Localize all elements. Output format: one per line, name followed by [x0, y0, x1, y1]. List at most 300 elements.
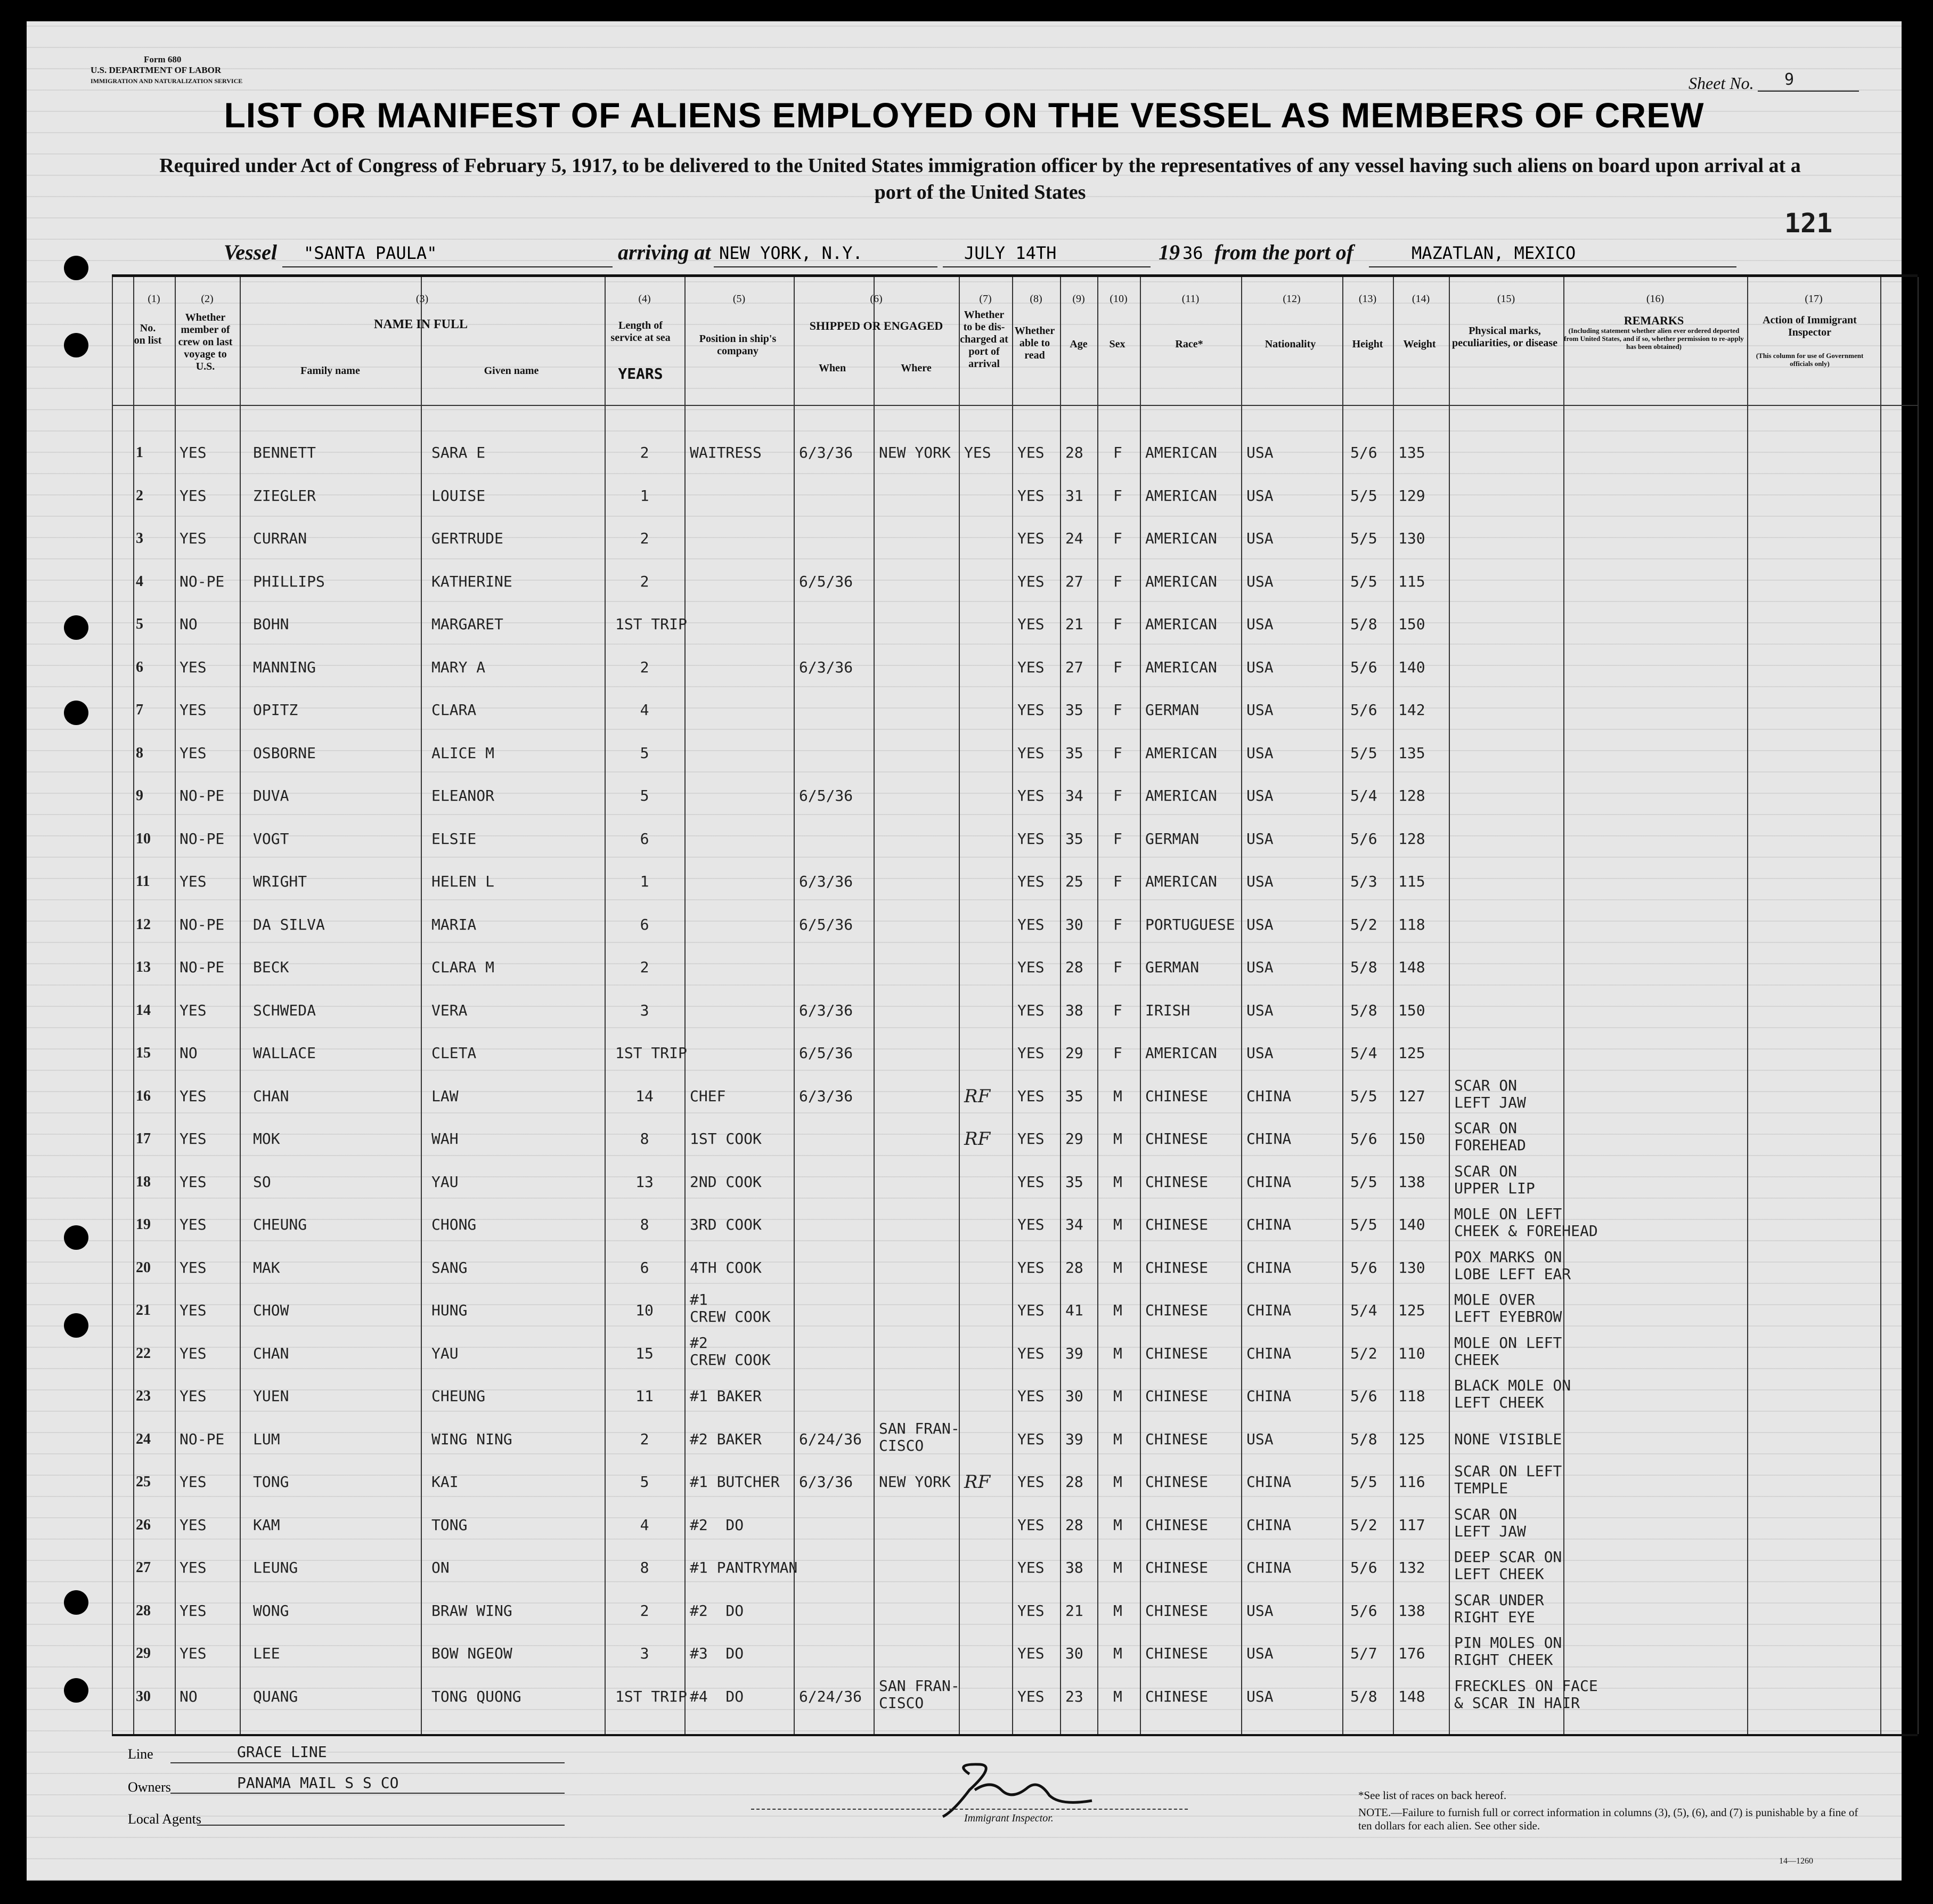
age-cell: 27 — [1065, 572, 1083, 590]
age-cell: 35 — [1065, 829, 1083, 848]
column-number: (6) — [870, 293, 883, 305]
given-name-cell: HELEN L — [431, 873, 495, 890]
position-cell: 1ST COOK — [690, 1130, 762, 1148]
weight-cell: 125 — [1398, 1430, 1425, 1448]
table-row — [112, 603, 1918, 646]
height-cell: 5/3 — [1350, 873, 1377, 890]
weight-cell: 117 — [1398, 1516, 1425, 1534]
years-cell: 2 — [640, 530, 649, 547]
sheet-number-label: Sheet No. — [1689, 74, 1754, 93]
row-number: 18 — [136, 1173, 151, 1190]
given-name-cell: KATHERINE — [431, 572, 512, 590]
family-name-cell: CHAN — [253, 1087, 289, 1105]
weight-cell: 150 — [1398, 1130, 1425, 1148]
form-header — [91, 54, 242, 86]
header-action: Action of Immigrant Inspector — [1763, 314, 1857, 338]
family-name-cell: MAK — [253, 1258, 280, 1276]
nationality-cell: USA — [1246, 486, 1274, 505]
years-cell: 2 — [640, 1601, 649, 1620]
age-cell: 35 — [1065, 1173, 1083, 1191]
binder-hole — [64, 1225, 88, 1250]
read-cell: YES — [1017, 1601, 1045, 1620]
family-name-cell: SO — [253, 1173, 271, 1191]
given-name-cell: YAU — [431, 1173, 459, 1191]
given-name-cell: CLARA M — [431, 958, 495, 976]
height-cell: 5/5 — [1350, 744, 1377, 762]
years-cell: 8 — [640, 1216, 649, 1233]
position-cell: 2ND COOK — [690, 1173, 762, 1191]
read-cell: YES — [1017, 915, 1045, 933]
family-name-cell: DUVA — [253, 787, 289, 804]
arriving-label: arriving at — [618, 240, 711, 264]
family-name-cell: DA SILVA — [253, 915, 325, 933]
years-cell: 4 — [640, 1516, 649, 1534]
family-name-cell: OSBORNE — [253, 744, 316, 762]
header-when: When — [818, 362, 846, 374]
given-name-cell: TONG QUONG — [431, 1687, 521, 1705]
row-number: 17 — [136, 1130, 151, 1147]
table-row — [112, 646, 1918, 689]
given-name-cell: TONG — [431, 1516, 468, 1534]
height-cell: 5/5 — [1350, 572, 1377, 590]
row-number: 21 — [136, 1302, 151, 1319]
arrival-date: JULY 14TH — [964, 243, 1057, 263]
member-cell: YES — [180, 486, 207, 505]
weight-cell: 135 — [1398, 744, 1425, 762]
nationality-cell: USA — [1246, 1601, 1274, 1620]
family-name-cell: YUEN — [253, 1387, 289, 1405]
header-given: Given name — [484, 365, 539, 377]
page-subtitle: Required under Act of Congress of February 5, 1917, to be delivered to the United States immigration officer by the representatives of any vessel having such aliens on board upon arrival at a port of the United States — [159, 154, 1801, 204]
height-cell: 5/6 — [1350, 1387, 1377, 1405]
given-name-cell: YAU — [431, 1344, 459, 1362]
weight-cell: 138 — [1398, 1173, 1425, 1191]
height-cell: 5/2 — [1350, 1344, 1377, 1362]
nationality-cell: USA — [1246, 1430, 1274, 1448]
nationality-cell: CHINA — [1246, 1301, 1292, 1319]
row-number: 24 — [136, 1430, 151, 1447]
header-sex: Sex — [1109, 338, 1125, 350]
sex-cell: F — [1113, 915, 1122, 933]
race-cell: AMERICAN — [1145, 486, 1217, 505]
table-row — [112, 1675, 1918, 1719]
table-row — [112, 1203, 1918, 1247]
when-cell: 6/24/36 — [799, 1430, 862, 1448]
race-cell: CHINESE — [1145, 1516, 1209, 1534]
marks-cell: POX MARKS ON LOBE LEFT EAR — [1454, 1248, 1571, 1283]
sex-cell: F — [1113, 829, 1122, 848]
read-cell: YES — [1017, 1130, 1045, 1148]
line-label: Line — [128, 1746, 153, 1762]
sex-cell: F — [1113, 873, 1122, 890]
years-cell: 13 — [635, 1173, 654, 1191]
sex-cell: M — [1113, 1173, 1122, 1191]
age-cell: 24 — [1065, 530, 1083, 547]
race-cell: CHINESE — [1145, 1344, 1209, 1362]
sex-cell: M — [1113, 1516, 1122, 1534]
read-cell: YES — [1017, 1044, 1045, 1062]
position-cell: #2 BAKER — [690, 1430, 762, 1448]
sheet-number: 9 — [1784, 70, 1795, 89]
race-cell: AMERICAN — [1145, 787, 1217, 804]
given-name-cell: LOUISE — [431, 486, 486, 505]
where-cell: NEW YORK — [879, 444, 951, 461]
age-cell: 31 — [1065, 486, 1083, 505]
weight-cell: 148 — [1398, 1687, 1425, 1705]
when-cell: 6/5/36 — [799, 787, 853, 804]
position-cell: #2 CREW COOK — [690, 1333, 771, 1369]
row-number: 3 — [136, 530, 143, 547]
header-race: Race* — [1175, 338, 1203, 350]
age-cell: 25 — [1065, 873, 1083, 890]
given-name-cell: GERTRUDE — [431, 530, 503, 547]
member-cell: YES — [180, 1173, 207, 1191]
weight-cell: 130 — [1398, 530, 1425, 547]
weight-cell: 125 — [1398, 1301, 1425, 1319]
age-cell: 30 — [1065, 1645, 1083, 1662]
sex-cell: F — [1113, 744, 1122, 762]
given-name-cell: CLETA — [431, 1044, 477, 1062]
row-number: 4 — [136, 573, 143, 590]
family-name-cell: LUM — [253, 1430, 280, 1448]
table-row — [112, 1289, 1918, 1332]
header-remarks-note: (Including statement whether alien ever ordered deported from United States, and if so, whether permission to re-apply has been obtained) — [1564, 327, 1744, 351]
race-cell: CHINESE — [1145, 1173, 1209, 1191]
family-name-cell: BENNETT — [253, 444, 316, 461]
years-cell: 8 — [640, 1130, 649, 1148]
agents-underline — [197, 1825, 565, 1826]
row-number: 29 — [136, 1645, 151, 1662]
marks-cell: SCAR ON LEFT TEMPLE — [1454, 1462, 1562, 1497]
given-name-cell: MARGARET — [431, 615, 503, 633]
age-cell: 34 — [1065, 787, 1083, 804]
discharged-cell: RF — [964, 1085, 991, 1107]
header-no: No. on list — [134, 322, 162, 346]
vessel-line — [27, 234, 1902, 272]
column-number: (11) — [1181, 293, 1200, 305]
discharged-cell: YES — [964, 444, 991, 461]
position-cell: #1 PANTRYMAN — [690, 1559, 798, 1576]
nationality-cell: USA — [1246, 572, 1274, 590]
row-number: 16 — [136, 1087, 151, 1104]
years-cell: 5 — [640, 787, 649, 804]
height-cell: 5/2 — [1350, 915, 1377, 933]
table-row — [112, 904, 1918, 947]
age-cell: 28 — [1065, 1258, 1083, 1276]
age-cell: 28 — [1065, 1516, 1083, 1534]
column-number: (17) — [1805, 293, 1823, 305]
table-row — [112, 475, 1918, 518]
table-row — [112, 1332, 1918, 1376]
member-cell: NO-PE — [180, 1430, 225, 1448]
race-cell: AMERICAN — [1145, 873, 1217, 890]
years-cell: 11 — [635, 1387, 654, 1405]
race-cell: AMERICAN — [1145, 1044, 1217, 1062]
row-number: 8 — [136, 744, 143, 761]
weight-cell: 118 — [1398, 915, 1425, 933]
years-cell: 2 — [640, 958, 649, 976]
marks-cell: SCAR UNDER RIGHT EYE — [1454, 1591, 1544, 1626]
read-cell: YES — [1017, 1430, 1045, 1448]
family-name-cell: MANNING — [253, 658, 316, 676]
member-cell: NO-PE — [180, 572, 225, 590]
table-row — [112, 432, 1918, 475]
weight-cell: 176 — [1398, 1645, 1425, 1662]
read-cell: YES — [1017, 1645, 1045, 1662]
when-cell: 6/3/36 — [799, 444, 853, 461]
height-cell: 5/8 — [1350, 1430, 1377, 1448]
when-cell: 6/24/36 — [799, 1687, 862, 1705]
age-cell: 39 — [1065, 1430, 1083, 1448]
binder-hole — [64, 1590, 88, 1615]
race-cell: AMERICAN — [1145, 572, 1217, 590]
age-cell: 28 — [1065, 958, 1083, 976]
row-number: 2 — [136, 487, 143, 504]
column-number: (14) — [1412, 293, 1430, 305]
years-cell: 6 — [640, 829, 649, 848]
header-member: Whether member of crew on last voyage to U.S. — [178, 312, 233, 372]
weight-cell: 135 — [1398, 444, 1425, 461]
height-cell: 5/5 — [1350, 1087, 1377, 1105]
sex-cell: M — [1113, 1559, 1122, 1576]
nationality-cell: USA — [1246, 787, 1274, 804]
header-marks: Physical marks, peculiarities, or disease — [1452, 325, 1557, 349]
given-name-cell: ON — [431, 1559, 450, 1576]
age-cell: 35 — [1065, 1087, 1083, 1105]
age-cell: 21 — [1065, 615, 1083, 633]
read-cell: YES — [1017, 1258, 1045, 1276]
race-cell: AMERICAN — [1145, 530, 1217, 547]
header-weight: Weight — [1403, 338, 1436, 350]
table-row — [112, 1504, 1918, 1547]
member-cell: NO — [180, 615, 198, 633]
nationality-cell: CHINA — [1246, 1173, 1292, 1191]
form-number: Form 680 — [144, 54, 182, 64]
race-cell: CHINESE — [1145, 1473, 1209, 1491]
nationality-cell: CHINA — [1246, 1473, 1292, 1491]
from-port-label: from the port of — [1214, 240, 1354, 264]
weight-cell: 115 — [1398, 873, 1425, 890]
when-cell: 6/5/36 — [799, 572, 853, 590]
row-number: 26 — [136, 1516, 151, 1533]
nationality-cell: USA — [1246, 1645, 1274, 1662]
column-number: (3) — [415, 293, 429, 305]
column-number: (2) — [201, 293, 214, 305]
read-cell: YES — [1017, 829, 1045, 848]
years-cell: 10 — [635, 1301, 654, 1319]
position-cell: #2 DO — [690, 1516, 744, 1534]
nationality-cell: CHINA — [1246, 1216, 1292, 1233]
vessel-label: Vessel — [224, 240, 277, 264]
given-name-cell: SARA E — [431, 444, 486, 461]
table-row — [112, 1590, 1918, 1633]
date-line — [943, 266, 1151, 267]
given-name-cell: CHONG — [431, 1216, 477, 1233]
when-cell: 6/3/36 — [799, 1087, 853, 1105]
header-read: Whether able to read — [1014, 325, 1055, 361]
member-cell: YES — [180, 1130, 207, 1148]
weight-cell: 128 — [1398, 787, 1425, 804]
family-name-cell: ZIEGLER — [253, 486, 316, 505]
race-cell: AMERICAN — [1145, 658, 1217, 676]
sex-cell: F — [1113, 1001, 1122, 1019]
member-cell: NO-PE — [180, 958, 225, 976]
sex-cell: M — [1113, 1645, 1122, 1662]
header-position: Position in ship's company — [699, 333, 777, 357]
height-cell: 5/6 — [1350, 829, 1377, 848]
race-cell: CHINESE — [1145, 1130, 1209, 1148]
race-cell: CHINESE — [1145, 1430, 1209, 1448]
header-length: Length of service at sea — [610, 320, 671, 344]
binder-hole — [64, 615, 88, 640]
family-name-cell: BOHN — [253, 615, 289, 633]
age-cell: 21 — [1065, 1601, 1083, 1620]
row-number: 13 — [136, 959, 151, 975]
owners-label: Owners — [128, 1779, 171, 1795]
read-cell: YES — [1017, 701, 1045, 719]
race-cell: CHINESE — [1145, 1087, 1209, 1105]
when-cell: 6/3/36 — [799, 1001, 853, 1019]
member-cell: YES — [180, 1087, 207, 1105]
marks-cell: SCAR ON UPPER LIP — [1454, 1162, 1535, 1197]
row-number: 20 — [136, 1259, 151, 1276]
age-cell: 34 — [1065, 1216, 1083, 1233]
column-number: (16) — [1646, 293, 1665, 305]
when-cell: 6/3/36 — [799, 1473, 853, 1491]
race-cell: AMERICAN — [1145, 744, 1217, 762]
column-number: (12) — [1283, 293, 1301, 305]
binder-hole — [64, 1313, 88, 1338]
sex-cell: M — [1113, 1258, 1122, 1276]
marks-cell: SCAR ON FOREHEAD — [1454, 1119, 1526, 1154]
binder-hole — [64, 333, 88, 357]
position-cell: WAITRESS — [690, 444, 762, 461]
member-cell: YES — [180, 701, 207, 719]
height-cell: 5/8 — [1350, 615, 1377, 633]
member-cell: YES — [180, 1258, 207, 1276]
header-shipped: SHIPPED OR ENGAGED — [809, 319, 943, 332]
member-cell: YES — [180, 873, 207, 890]
weight-cell: 116 — [1398, 1473, 1425, 1491]
nationality-cell: USA — [1246, 1044, 1274, 1062]
sex-cell: M — [1113, 1216, 1122, 1233]
race-cell: CHINESE — [1145, 1216, 1209, 1233]
height-cell: 5/5 — [1350, 1216, 1377, 1233]
binder-hole — [64, 701, 88, 725]
given-name-cell: BOW NGEOW — [431, 1645, 512, 1662]
sex-cell: F — [1113, 701, 1122, 719]
row-number: 5 — [136, 616, 143, 632]
family-name-cell: CHOW — [253, 1301, 289, 1319]
member-cell: YES — [180, 530, 207, 547]
sex-cell: F — [1113, 615, 1122, 633]
binder-hole — [64, 1678, 88, 1703]
age-cell: 41 — [1065, 1301, 1083, 1319]
member-cell: NO — [180, 1687, 198, 1705]
race-cell: CHINESE — [1145, 1258, 1209, 1276]
nationality-cell: USA — [1246, 1001, 1274, 1019]
marks-cell: NONE VISIBLE — [1454, 1430, 1562, 1448]
race-cell: CHINESE — [1145, 1645, 1209, 1662]
table-row — [112, 1375, 1918, 1418]
years-cell: 6 — [640, 915, 649, 933]
table-row — [112, 1547, 1918, 1590]
member-cell: NO-PE — [180, 829, 225, 848]
year-suffix: 36 — [1182, 243, 1203, 263]
table-row — [112, 1632, 1918, 1675]
weight-cell: 110 — [1398, 1344, 1425, 1362]
weight-cell: 115 — [1398, 572, 1425, 590]
position-cell: #2 DO — [690, 1601, 744, 1620]
family-name-cell: WRIGHT — [253, 873, 307, 890]
table-row — [112, 1161, 1918, 1204]
position-cell: 4TH COOK — [690, 1258, 762, 1276]
position-cell: #1 BAKER — [690, 1387, 762, 1405]
from-port: MAZATLAN, MEXICO — [1412, 243, 1576, 263]
height-cell: 5/6 — [1350, 444, 1377, 461]
years-cell: 1ST TRIP — [615, 1687, 687, 1705]
member-cell: YES — [180, 1301, 207, 1319]
nationality-cell: USA — [1246, 829, 1274, 848]
family-name-cell: TONG — [253, 1473, 289, 1491]
nationality-cell: USA — [1246, 658, 1274, 676]
table-row — [112, 517, 1918, 560]
position-cell: #3 DO — [690, 1645, 744, 1662]
sex-cell: F — [1113, 530, 1122, 547]
where-cell: SAN FRAN- CISCO — [879, 1677, 960, 1712]
header-name: NAME IN FULL — [373, 318, 468, 331]
position-cell: #4 DO — [690, 1687, 744, 1705]
sex-cell: F — [1113, 958, 1122, 976]
member-cell: YES — [180, 658, 207, 676]
sex-cell: M — [1113, 1130, 1122, 1148]
header-discharged: Whether to be dis-charged at port of arrival — [960, 309, 1008, 370]
years-cell: 1 — [640, 873, 649, 890]
read-cell: YES — [1017, 744, 1045, 762]
height-cell: 5/5 — [1350, 530, 1377, 547]
age-cell: 29 — [1065, 1130, 1083, 1148]
years-cell: 2 — [640, 1430, 649, 1448]
column-number: (4) — [638, 293, 651, 305]
discharged-cell: RF — [964, 1471, 991, 1493]
member-cell: YES — [180, 1001, 207, 1019]
height-cell: 5/5 — [1350, 1473, 1377, 1491]
race-cell: CHINESE — [1145, 1559, 1209, 1576]
family-name-cell: CHAN — [253, 1344, 289, 1362]
family-name-cell: WONG — [253, 1601, 289, 1620]
read-cell: YES — [1017, 572, 1045, 590]
height-cell: 5/2 — [1350, 1516, 1377, 1534]
family-name-cell: WALLACE — [253, 1044, 316, 1062]
family-name-cell: MOK — [253, 1130, 280, 1148]
given-name-cell: WAH — [431, 1130, 459, 1148]
nationality-cell: CHINA — [1246, 1344, 1292, 1362]
read-cell: YES — [1017, 1173, 1045, 1191]
vessel-name: "SANTA PAULA" — [304, 243, 437, 263]
age-cell: 30 — [1065, 1387, 1083, 1405]
read-cell: YES — [1017, 486, 1045, 505]
sex-cell: M — [1113, 1687, 1122, 1705]
weight-cell: 132 — [1398, 1559, 1425, 1576]
header-years: YEARS — [618, 365, 663, 383]
position-cell: #1 BUTCHER — [690, 1473, 780, 1491]
position-cell: 3RD COOK — [690, 1216, 762, 1233]
sex-cell: F — [1113, 787, 1122, 804]
column-number: (10) — [1110, 293, 1128, 305]
race-cell: PORTUGUESE — [1145, 915, 1235, 933]
weight-cell: 140 — [1398, 658, 1425, 676]
given-name-cell: MARY A — [431, 658, 486, 676]
